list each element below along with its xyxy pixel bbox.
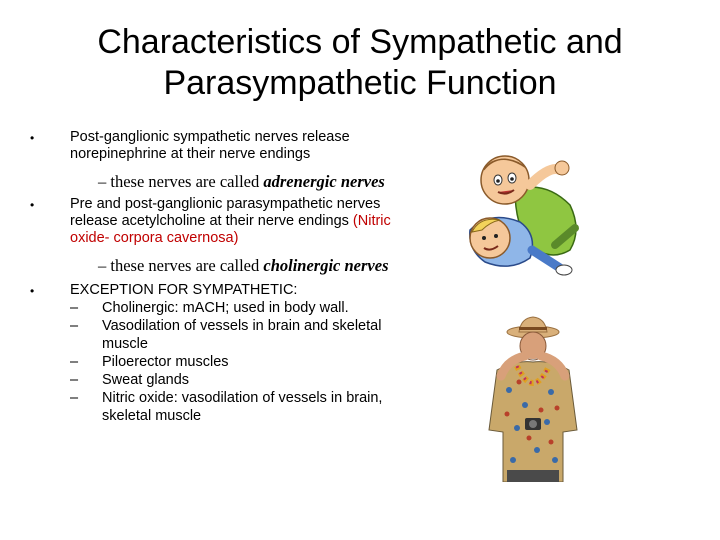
subpoint-emphasis: adrenergic nerves xyxy=(263,172,385,191)
bullet-1-text xyxy=(70,129,350,163)
subpoint-text: – these nerves are called xyxy=(98,256,264,275)
bullet-3-heading: EXCEPTION FOR SYMPATHETIC: xyxy=(70,282,298,298)
list-item: – Vasodilation of vessels in brain and skeletal xyxy=(70,318,382,334)
bullet-glyph: • xyxy=(30,131,35,145)
dash-glyph: – xyxy=(70,300,79,316)
bullet-2-line-3: oxide- corpora cavernosa) xyxy=(70,230,239,246)
list-item: – Piloerector muscles xyxy=(70,354,229,370)
dash-glyph: – xyxy=(70,318,79,334)
list-item: – Nitric oxide: vasodilation of vessels in brain, xyxy=(70,390,383,406)
bullet-2-red-note: (Nitric xyxy=(352,213,391,229)
dash-glyph: – xyxy=(70,372,79,388)
list-item: – Sweat glands xyxy=(70,372,190,388)
cartoon-children-wrestling-image xyxy=(460,150,590,278)
bullet-2-text xyxy=(70,196,450,247)
title-line-1: Characteristics of Sympathetic and xyxy=(97,23,623,61)
bullet-3-list xyxy=(70,281,440,425)
list-item: – Cholinergic: mACH; used in body wall. xyxy=(70,300,349,316)
title-line-2: Parasympathetic Function xyxy=(163,64,557,102)
bullet-glyph: • xyxy=(30,284,35,298)
bullet-2-subpoint xyxy=(98,256,389,276)
man-in-hawaiian-shirt-image xyxy=(467,310,597,482)
bullet-glyph: • xyxy=(30,198,35,212)
list-item-continuation: muscle xyxy=(102,336,148,352)
subpoint-text: – these nerves are called xyxy=(98,172,264,191)
dash-glyph: – xyxy=(70,390,79,406)
slide-title xyxy=(40,22,680,104)
bullet-1-line-1: Post-ganglionic sympathetic nerves release xyxy=(70,129,350,145)
bullet-2-line-2: release acetylcholine at their nerve endings (Nitric xyxy=(70,213,391,229)
bullet-1-line-2: norepinephrine at their nerve endings xyxy=(70,146,311,162)
dash-glyph: – xyxy=(70,354,79,370)
bullet-2-line-1: Pre and post-ganglionic parasympathetic nerves xyxy=(70,196,381,212)
subpoint-emphasis: cholinergic nerves xyxy=(263,256,389,275)
list-item-continuation: skeletal muscle xyxy=(102,408,202,424)
bullet-1-subpoint xyxy=(98,172,385,192)
